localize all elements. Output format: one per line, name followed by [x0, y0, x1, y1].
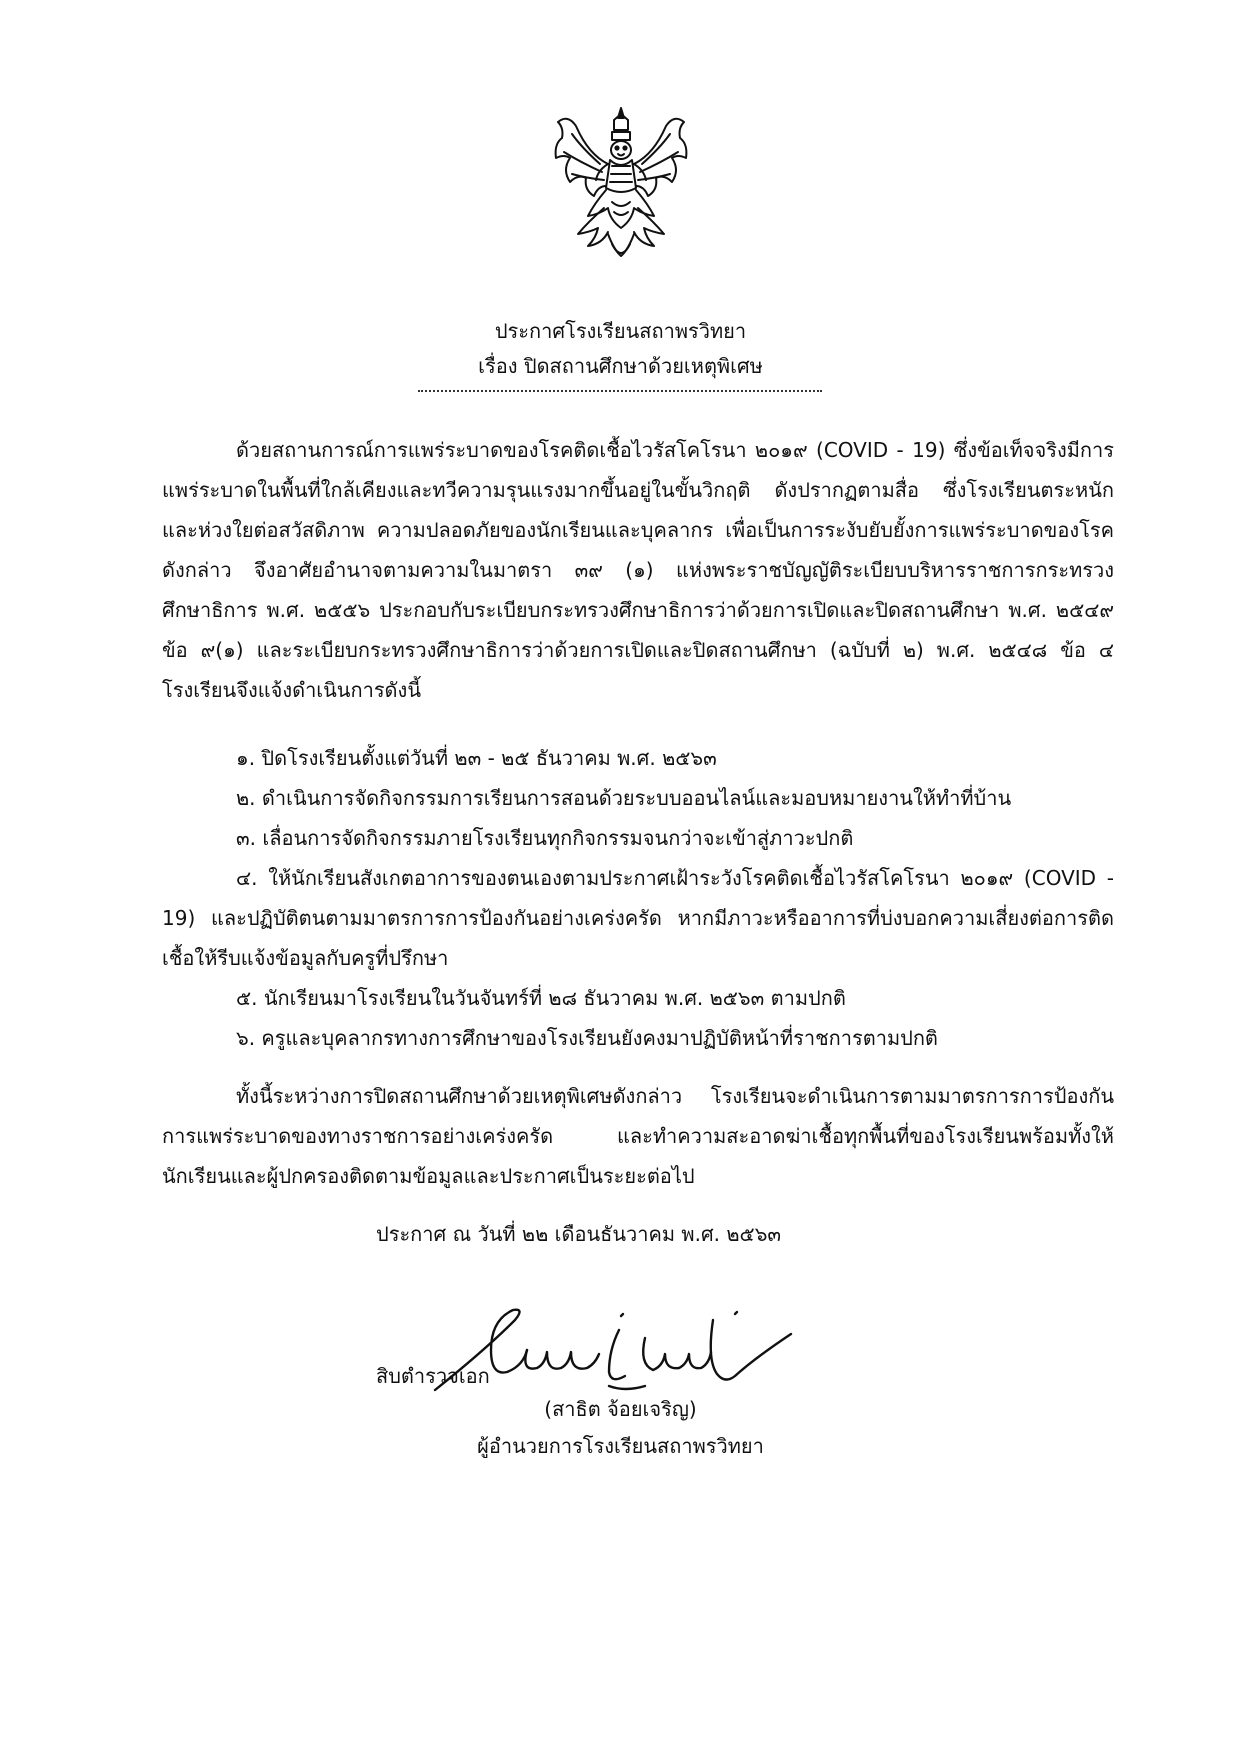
signer-position: ผู้อำนวยการโรงเรียนสถาพรวิทยา — [477, 1434, 764, 1458]
dotted-divider — [418, 382, 822, 392]
list-item-3: ๓. เลื่อนการจัดกิจกรรมภายโรงเรียนทุกกิจกรรมจนกว่าจะเข้าสู่ภาวะปกติ — [236, 826, 854, 850]
list-item-4: ๔. ให้นักเรียนสังเกตอาการของตนเองตามประกาศเฝ้าระวังโรคติดเชื้อไวรัสโคโรนา ๒๐๑๙ (COVID - 19) และปฏิบัติตนตามมาตรการการป้องกันอย่างเคร่งครัด หากมีภาวะหรืออาการที่บ่งบอกความเสี่ยงต่อการติดเชื้อให้รีบแจ้งข้อมูลกับครูที่ปรึกษา — [162, 866, 1114, 970]
announcement-title: ประกาศโรงเรียนสถาพรวิทยา — [494, 319, 747, 343]
list-item-2: ๒. ดำเนินการจัดกิจกรรมการเรียนการสอนด้วยระบบออนไลน์และมอบหมายงานให้ทำที่บ้าน — [236, 786, 1012, 810]
issue-date: ประกาศ ณ วันที่ ๒๒ เดือนธันวาคม พ.ศ. ๒๕๖๓ — [376, 1222, 782, 1246]
list-item-1: ๑. ปิดโรงเรียนตั้งแต่วันที่ ๒๓ - ๒๕ ธันวาคม พ.ศ. ๒๕๖๓ — [236, 746, 717, 770]
announcement-subject: เรื่อง ปิดสถานศึกษาด้วยเหตุพิเศษ — [478, 354, 763, 378]
list-item-5: ๕. นักเรียนมาโรงเรียนในวันจันทร์ที่ ๒๘ ธันวาคม พ.ศ. ๒๕๖๓ ตามปกติ — [236, 986, 846, 1010]
signer-name: (สาธิต จ้อยเจริญ) — [544, 1397, 697, 1421]
signer-rank: สิบตำรวจเอก — [376, 1364, 490, 1388]
intro-paragraph: ด้วยสถานการณ์การแพร่ระบาดของโรคติดเชื้อไวรัสโคโรนา ๒๐๑๙ (COVID - 19) ซึ่งข้อเท็จจริงมีการแพร่ระบาดในพื้นที่ใกล้เคียงและทวีความรุนแรงมากขึ้นอยู่ในขั้นวิกฤติ ดังปรากฏตามสื่อ ซึ่งโรงเรียนตระหนักและห่วงใยต่อสวัสดิภาพ ความปลอดภัยของนักเรียนและบุคลากร เพื่อเป็นการระงับยับยั้งการแพร่ระบาดของโรคดังกล่าว จึงอาศัยอำนาจตามความในมาตรา ๓๙ (๑) แห่งพระราชบัญญัติระเบียบบริหารราชการกระทรวงศึกษาธิการ พ.ศ. ๒๕๕๖ ประกอบกับระเบียบกระทรวงศึกษาธิการว่าด้วยการเปิดและปิดสถานศึกษา พ.ศ. ๒๕๔๙ ข้อ ๙(๑) และระเบียบกระทรวงศึกษาธิการว่าด้วยการเปิดและปิดสถานศึกษา (ฉบับที่ ๒) พ.ศ. ๒๕๔๘ ข้อ ๔ โรงเรียนจึงแจ้งดำเนินการดังนี้ — [162, 438, 1114, 702]
garuda-emblem-icon — [548, 104, 694, 264]
closing-paragraph: ทั้งนี้ระหว่างการปิดสถานศึกษาด้วยเหตุพิเศษดังกล่าว โรงเรียนจะดำเนินการตามมาตรการการป้องกันการแพร่ระบาดของทางราชการอย่างเคร่งครัด และทำความสะอาดฆ่าเชื้อทุกพื้นที่ของโรงเรียนพร้อมทั้งให้นักเรียนและผู้ปกครองติดตามข้อมูลและประกาศเป็นระยะต่อไป — [162, 1084, 1114, 1188]
list-item-6: ๖. ครูและบุคลากรทางการศึกษาของโรงเรียนยังคงมาปฏิบัติหน้าที่ราชการตามปกติ — [236, 1026, 938, 1050]
